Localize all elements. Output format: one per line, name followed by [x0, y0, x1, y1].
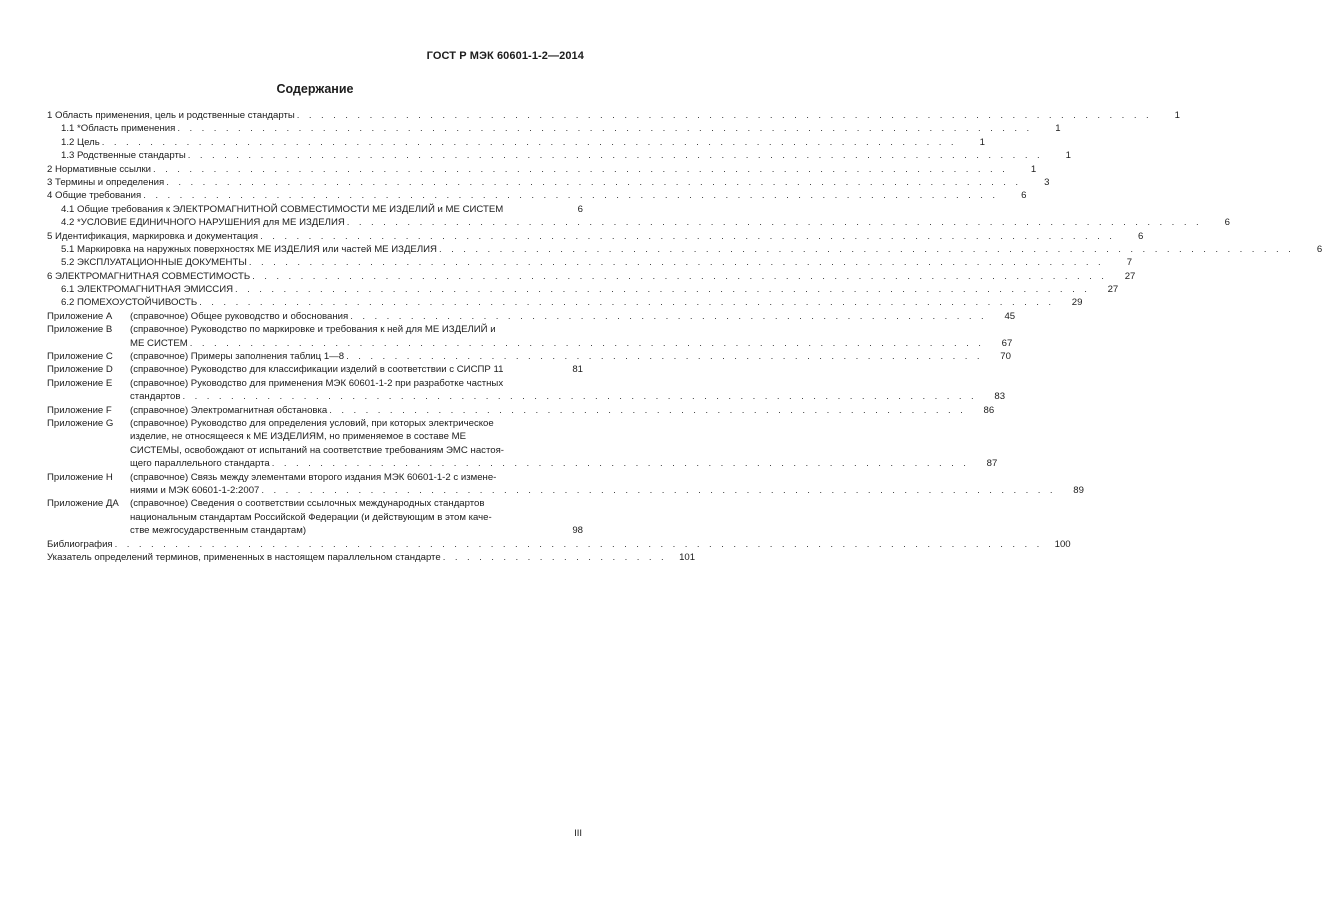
toc-entry-title: 1 Область применения, цель и родственные стандарты	[47, 109, 295, 121]
toc-entry-page: 1	[1030, 163, 1037, 175]
appendix-label: Приложение D	[47, 364, 113, 376]
appendix-page: 87	[986, 458, 998, 470]
appendix-title: национальным стандартам Российской Федерации (и действующим в этом каче-	[130, 511, 492, 523]
toc-entry-title: 1.1 *Область применения	[61, 123, 176, 135]
toc-entry-page: 6	[1021, 190, 1027, 202]
appendix-title: СИСТЕМЫ, освобождают от испытаний на соответствие требованиям ЭМС настоя-	[130, 444, 504, 456]
toc-entry-title: Библиография	[47, 538, 113, 550]
toc-entry-bibliography[interactable]: Библиография . . . . . . . . . . . . . . . . . . . . . . . . . . . . . . . . . . . . . . . . . . . . . . . . . . . . . . . . . . . . . . . . . . . . . . . . . . . . . 100	[47, 538, 1071, 550]
toc-entry[interactable]	[47, 203, 583, 216]
appendix-page: 83	[994, 391, 1006, 403]
appendix-title: щего параллельного стандарта	[130, 458, 270, 470]
table-of-contents	[47, 109, 1322, 564]
toc-entry-title: 2 Нормативные ссылки	[47, 163, 152, 175]
toc-entry-title: 6.1 ЭЛЕКТРОМАГНИТНАЯ ЭМИССИЯ	[61, 284, 234, 296]
appendix-entry[interactable]: Приложение С (справочное) Примеры заполнения таблиц 1—8 . . . . . . . . . . . . . . . . . . . . . . . . . . . . . . . . . . . . . . . . . . . . . . . . . . . . . 70	[47, 351, 1011, 363]
toc-entry[interactable]: 2 Нормативные ссылки . . . . . . . . . . . . . . . . . . . . . . . . . . . . . . . . . . . . . . . . . . . . . . . . . . . . . . . . . . . . . . . . . . . . . . . 1	[47, 163, 1037, 175]
toc-entry-page: 101	[679, 551, 696, 563]
appendix-page: 86	[983, 404, 995, 416]
appendix-page: 45	[1004, 310, 1016, 322]
appendix-label: Приложение Е	[47, 377, 113, 389]
appendix-entry[interactable]: Приложение Н (справочное) Связь между элементами второго издания МЭК 60601-1-2 с измене- ниями и МЭК 60601-1-2:2007 . . . . . . . . . . . . . . . . . . . . . . . . . . . . . . . . . . . . . . . . . . . . . . . . . . . . . . . . . . . . . . . . . . 89	[47, 471, 1084, 496]
toc-entry-title: 1.3 Родственные стандарты	[61, 150, 186, 162]
toc-entry[interactable]: 1.1 *Область применения . . . . . . . . . . . . . . . . . . . . . . . . . . . . . . . . . . . . . . . . . . . . . . . . . . . . . . . . . . . . . . . . . . . . . . . 1	[61, 123, 1061, 135]
toc-entry[interactable]: 6.1 ЭЛЕКТРОМАГНИТНАЯ ЭМИССИЯ . . . . . . . . . . . . . . . . . . . . . . . . . . . . . . . . . . . . . . . . . . . . . . . . . . . . . . . . . . . . . . . . . . . . . . . 27	[61, 284, 1119, 296]
appendix-label: Приложение ДА	[47, 498, 119, 510]
appendix-entry[interactable]: Приложение G (справочное) Руководство для определения условий, при которых электрическое изделие, не относящееся к МЕ ИЗДЕЛИЯМ, но применяемое в составе МЕ СИСТЕМЫ, освобождают от испытаний на соответствие требованиям ЭМС настоя- щего параллельного стандарта . . . . . . . . . . . . . . . . . . . . . . . . . . . . . . . . . . . . . . . . . . . . . . . . . . . . . . . . . . 87	[47, 418, 998, 470]
appendix-title: МЕ СИСТЕМ	[130, 337, 188, 349]
toc-entry-title: Указатель определений терминов, примененных в настоящем параллельном стандарте	[47, 551, 441, 563]
appendix-label: Приложение F	[47, 404, 112, 416]
toc-entry-page: 1	[1065, 150, 1072, 162]
appendix-title: стве межгосударственным стандартам)	[130, 525, 307, 537]
toc-entry[interactable]: 1.3 Родственные стандарты . . . . . . . . . . . . . . . . . . . . . . . . . . . . . . . . . . . . . . . . . . . . . . . . . . . . . . . . . . . . . . . . . . . . . . . 1	[61, 150, 1072, 162]
toc-entry-title: 4.2 *УСЛОВИЕ ЕДИНИЧНОГО НАРУШЕНИЯ для МЕ ИЗДЕЛИЯ	[61, 217, 345, 229]
toc-entry[interactable]: 1 Область применения, цель и родственные стандарты . . . . . . . . . . . . . . . . . . . . . . . . . . . . . . . . . . . . . . . . . . . . . . . . . . . . . . . . . . . . . . . . . . . . . . . 1	[47, 109, 1181, 121]
appendix-page: 67	[1001, 337, 1013, 349]
toc-entry[interactable]: 6 ЭЛЕКТРОМАГНИТНАЯ СОВМЕСТИМОСТЬ . . . . . . . . . . . . . . . . . . . . . . . . . . . . . . . . . . . . . . . . . . . . . . . . . . . . . . . . . . . . . . . . . . . . . . . 27	[47, 270, 1136, 282]
toc-entry[interactable]: 5.2 ЭКСПЛУАТАЦИОННЫЕ ДОКУМЕНТЫ . . . . . . . . . . . . . . . . . . . . . . . . . . . . . . . . . . . . . . . . . . . . . . . . . . . . . . . . . . . . . . . . . . . . . . . 7	[61, 257, 1133, 269]
toc-entry-page: 7	[1126, 257, 1133, 269]
toc-entry[interactable]: 1.2 Цель . . . . . . . . . . . . . . . . . . . . . . . . . . . . . . . . . . . . . . . . . . . . . . . . . . . . . . . . . . . . . . . . . . . . . . . 1	[61, 136, 985, 148]
appendix-title: ниями и МЭК 60601-1-2:2007	[130, 484, 260, 496]
appendix-title: (справочное) Общее руководство и обоснования	[130, 310, 349, 322]
appendix-entry[interactable]: Приложение F (справочное) Электромагнитная обстановка . . . . . . . . . . . . . . . . . . . . . . . . . . . . . . . . . . . . . . . . . . . . . . . . . . . . . 86	[47, 404, 995, 416]
appendix-entry[interactable]	[47, 363, 583, 376]
toc-title: Содержание	[276, 82, 354, 96]
appendix-page: 98	[572, 525, 583, 537]
toc-entry-page: 27	[1107, 284, 1119, 296]
appendix-label: Приложение G	[47, 418, 114, 430]
toc-entry-page: 6	[577, 203, 583, 215]
toc-entry[interactable]: 4 Общие требования . . . . . . . . . . . . . . . . . . . . . . . . . . . . . . . . . . . . . . . . . . . . . . . . . . . . . . . . . . . . . . . . . . . . . . . 6	[47, 190, 1027, 202]
appendix-label: Приложение А	[47, 310, 113, 322]
toc-entry[interactable]: 3 Термины и определения . . . . . . . . . . . . . . . . . . . . . . . . . . . . . . . . . . . . . . . . . . . . . . . . . . . . . . . . . . . . . . . . . . . . . . . 3	[47, 176, 1050, 188]
toc-entry-title: 6 ЭЛЕКТРОМАГНИТНАЯ СОВМЕСТИМОСТЬ	[47, 270, 251, 282]
appendix-entry[interactable]	[47, 497, 583, 537]
appendix-label: Приложение С	[47, 351, 113, 363]
toc-entry-title: 5.2 ЭКСПЛУАТАЦИОННЫЕ ДОКУМЕНТЫ	[61, 257, 247, 269]
appendix-title: (справочное) Сведения о соответствии ссылочных международных стандартов	[130, 498, 485, 510]
toc-entry-page: 1	[979, 136, 985, 148]
toc-entry-page: 3	[1044, 176, 1050, 188]
appendix-title: (справочное) Руководство для определения условий, при которых электрическое	[130, 418, 494, 430]
appendix-label: Приложение Н	[47, 471, 113, 483]
appendix-page: 89	[1073, 484, 1084, 496]
appendix-title: стандартов	[130, 391, 181, 403]
toc-entry-title: 5.1 Маркировка на наружных поверхностях МЕ ИЗДЕЛИЯ или частей МЕ ИЗДЕЛИЯ	[61, 243, 437, 255]
appendix-title: (справочное) Руководство по маркировке и требования к ней для МЕ ИЗДЕЛИЙ и	[130, 324, 496, 336]
toc-entry-page: 100	[1054, 538, 1071, 550]
toc-entry-page: 1	[1055, 123, 1061, 135]
toc-entry-page: 6	[1316, 243, 1322, 255]
toc-entry-title: 6.2 ПОМЕХОУСТОЙЧИВОСТЬ	[61, 297, 198, 309]
appendix-label: Приложение В	[47, 324, 113, 336]
appendix-page: 81	[572, 364, 583, 376]
toc-entry-title: 1.2 Цель	[61, 136, 100, 148]
appendix-title: (справочное) Связь между элементами второго издания МЭК 60601-1-2 с измене-	[130, 471, 497, 483]
appendix-title: (справочное) Примеры заполнения таблиц 1—8	[130, 351, 345, 363]
appendix-title: (справочное) Руководство для классификации изделий в соответствии с СИСПР 11	[130, 364, 504, 376]
toc-entry-title: 4.1 Общие требования к ЭЛЕКТРОМАГНИТНОЙ СОВМЕСТИМОСТИ МЕ ИЗДЕЛИЙ и МЕ СИСТЕМ	[61, 203, 504, 215]
appendix-title: (справочное) Электромагнитная обстановка	[130, 404, 328, 416]
appendix-entry[interactable]: Приложение В (справочное) Руководство по маркировке и требования к ней для МЕ ИЗДЕЛИЙ и МЕ СИСТЕМ . . . . . . . . . . . . . . . . . . . . . . . . . . . . . . . . . . . . . . . . . . . . . . . . . . . . . . . . . . . . . . . . . . 67	[47, 324, 1013, 349]
document-code: ГОСТ Р МЭК 60601-1-2—2014	[426, 50, 584, 62]
toc-entry-index[interactable]: Указатель определений терминов, примененных в настоящем параллельном стандарте . . . . . . . . . . . . . . . . . . . 101	[47, 551, 696, 563]
toc-entry-title: 4 Общие требования	[47, 190, 142, 202]
appendix-title: изделие, не относящееся к МЕ ИЗДЕЛИЯМ, но применяемое в составе МЕ	[130, 431, 466, 443]
toc-entry-page: 6	[1138, 230, 1144, 242]
page-number: III	[574, 828, 582, 839]
appendix-page: 70	[1000, 351, 1011, 363]
toc-entry[interactable]: 5 Идентификация, маркировка и документация . . . . . . . . . . . . . . . . . . . . . . . . . . . . . . . . . . . . . . . . . . . . . . . . . . . . . . . . . . . . . . . . . . . . . . . 6	[47, 230, 1144, 242]
toc-entry-page: 27	[1124, 270, 1136, 282]
toc-entry-page: 29	[1071, 297, 1083, 309]
toc-entry-page: 6	[1224, 217, 1231, 229]
toc-entry-title: 5 Идентификация, маркировка и документация	[47, 230, 259, 242]
toc-entry-page: 1	[1174, 109, 1181, 121]
appendix-title: (справочное) Руководство для применения МЭК 60601-1-2 при разработке частных	[130, 377, 504, 389]
toc-entry[interactable]: 5.1 Маркировка на наружных поверхностях МЕ ИЗДЕЛИЯ или частей МЕ ИЗДЕЛИЯ . . . . . . . . . . . . . . . . . . . . . . . . . . . . . . . . . . . . . . . . . . . . . . . . . . . . . . . . . . . . . . . . . . . . . . . 6	[61, 243, 1322, 255]
toc-entry[interactable]: 6.2 ПОМЕХОУСТОЙЧИВОСТЬ . . . . . . . . . . . . . . . . . . . . . . . . . . . . . . . . . . . . . . . . . . . . . . . . . . . . . . . . . . . . . . . . . . . . . . . 29	[61, 297, 1083, 309]
appendix-entry[interactable]: Приложение Е (справочное) Руководство для применения МЭК 60601-1-2 при разработке частных стандартов . . . . . . . . . . . . . . . . . . . . . . . . . . . . . . . . . . . . . . . . . . . . . . . . . . . . . . . . . . . . . . . . . . 83	[47, 377, 1006, 403]
toc-entry[interactable]: 4.2 *УСЛОВИЕ ЕДИНИЧНОГО НАРУШЕНИЯ для МЕ ИЗДЕЛИЯ . . . . . . . . . . . . . . . . . . . . . . . . . . . . . . . . . . . . . . . . . . . . . . . . . . . . . . . . . . . . . . . . . . . . . . . 6	[61, 217, 1231, 229]
toc-entry-title: 3 Термины и определения	[47, 176, 165, 188]
appendix-entry[interactable]: Приложение А (справочное) Общее руководство и обоснования . . . . . . . . . . . . . . . . . . . . . . . . . . . . . . . . . . . . . . . . . . . . . . . . . . . . . 45	[47, 310, 1016, 322]
